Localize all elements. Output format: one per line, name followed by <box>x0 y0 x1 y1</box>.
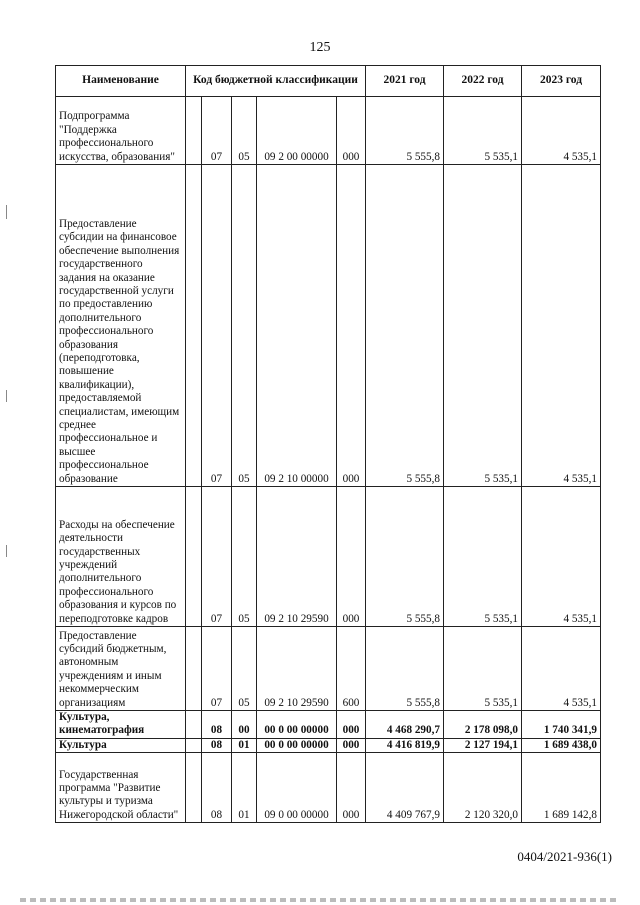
row-section: 07 <box>202 165 232 487</box>
row-value-2023: 4 535,1 <box>522 97 601 165</box>
row-value-2023: 4 535,1 <box>522 165 601 487</box>
row-value-2022: 2 127 194,1 <box>444 738 522 752</box>
header-2021: 2021 год <box>366 66 444 97</box>
row-subsection: 01 <box>232 753 257 823</box>
row-blank <box>186 487 202 627</box>
row-section: 07 <box>202 97 232 165</box>
row-target-article: 09 2 10 29590 <box>257 487 337 627</box>
table-header-row <box>56 66 601 97</box>
header-2022: 2022 год <box>444 66 522 97</box>
document-code: 0404/2021-936(1) <box>517 849 612 864</box>
table-row <box>56 165 601 487</box>
row-expense-type: 000 <box>337 487 366 627</box>
row-target-article: 00 0 00 00000 <box>257 738 337 752</box>
row-blank <box>186 738 202 752</box>
row-blank <box>186 711 202 739</box>
row-subsection: 05 <box>232 627 257 711</box>
row-subsection: 05 <box>232 97 257 165</box>
row-section: 08 <box>202 711 232 739</box>
scan-margin-mark <box>6 545 7 557</box>
row-value-2022: 5 535,1 <box>444 627 522 711</box>
row-target-article: 09 0 00 00000 <box>257 753 337 823</box>
row-subsection: 05 <box>232 165 257 487</box>
scan-margin-mark <box>6 205 7 219</box>
row-section: 08 <box>202 738 232 752</box>
row-expense-type: 600 <box>337 627 366 711</box>
row-expense-type: 000 <box>337 738 366 752</box>
row-value-2023: 4 535,1 <box>522 627 601 711</box>
row-value-2021: 5 555,8 <box>366 487 444 627</box>
row-expense-type: 000 <box>337 753 366 823</box>
row-value-2023: 1 740 341,9 <box>522 711 601 739</box>
row-name: Предоставление субсидии на финансовое обеспечение выполнения государственного задания на оказание государственной услуги по предоставлению дополнительного профессионального образования (переподготовка, повышение квалификации), предоставляемой специалистам, имеющим среднее профессиональное и высшее профессиональное образование <box>56 165 186 487</box>
row-target-article: 09 2 10 29590 <box>257 627 337 711</box>
row-value-2023: 1 689 142,8 <box>522 753 601 823</box>
row-target-article: 09 2 00 00000 <box>257 97 337 165</box>
budget-table <box>55 65 601 823</box>
row-subsection: 01 <box>232 738 257 752</box>
scan-margin-mark <box>6 390 7 402</box>
row-value-2021: 4 409 767,9 <box>366 753 444 823</box>
row-value-2021: 4 468 290,7 <box>366 711 444 739</box>
row-subsection: 00 <box>232 711 257 739</box>
header-name: Наименование <box>56 66 186 97</box>
row-name: Культура <box>56 738 186 752</box>
row-target-article: 09 2 10 00000 <box>257 165 337 487</box>
row-blank <box>186 165 202 487</box>
header-code: Код бюджетной классификации <box>186 66 366 97</box>
row-target-article: 00 0 00 00000 <box>257 711 337 739</box>
row-section: 07 <box>202 487 232 627</box>
table-row <box>56 738 601 752</box>
row-name: Предоставление субсидий бюджетным, автономным учреждениям и иным некоммерческим организациям <box>56 627 186 711</box>
table-row <box>56 487 601 627</box>
table-row <box>56 627 601 711</box>
row-blank <box>186 753 202 823</box>
row-value-2021: 5 555,8 <box>366 97 444 165</box>
row-name: Культура, кинематография <box>56 711 186 739</box>
row-value-2021: 5 555,8 <box>366 627 444 711</box>
page-number: 125 <box>309 40 331 55</box>
table-row <box>56 753 601 823</box>
row-name: Государственная программа "Развитие культуры и туризма Нижегородской области" <box>56 753 186 823</box>
row-value-2022: 5 535,1 <box>444 487 522 627</box>
row-subsection: 05 <box>232 487 257 627</box>
row-value-2022: 2 120 320,0 <box>444 753 522 823</box>
table-row <box>56 711 601 739</box>
row-value-2022: 5 535,1 <box>444 165 522 487</box>
row-value-2021: 5 555,8 <box>366 165 444 487</box>
header-2023: 2023 год <box>522 66 601 97</box>
row-value-2023: 1 689 438,0 <box>522 738 601 752</box>
row-value-2021: 4 416 819,9 <box>366 738 444 752</box>
row-section: 07 <box>202 627 232 711</box>
row-blank <box>186 97 202 165</box>
row-name: Подпрограмма "Поддержка профессионального искусства, образования" <box>56 97 186 165</box>
scan-artifact <box>20 898 620 902</box>
row-section: 08 <box>202 753 232 823</box>
row-value-2023: 4 535,1 <box>522 487 601 627</box>
row-blank <box>186 627 202 711</box>
row-value-2022: 2 178 098,0 <box>444 711 522 739</box>
table-row <box>56 97 601 165</box>
row-name: Расходы на обеспечение деятельности государственных учреждений дополнительного профессионального образования и курсов по переподготовке кадров <box>56 487 186 627</box>
row-value-2022: 5 535,1 <box>444 97 522 165</box>
row-expense-type: 000 <box>337 711 366 739</box>
row-expense-type: 000 <box>337 165 366 487</box>
row-expense-type: 000 <box>337 97 366 165</box>
